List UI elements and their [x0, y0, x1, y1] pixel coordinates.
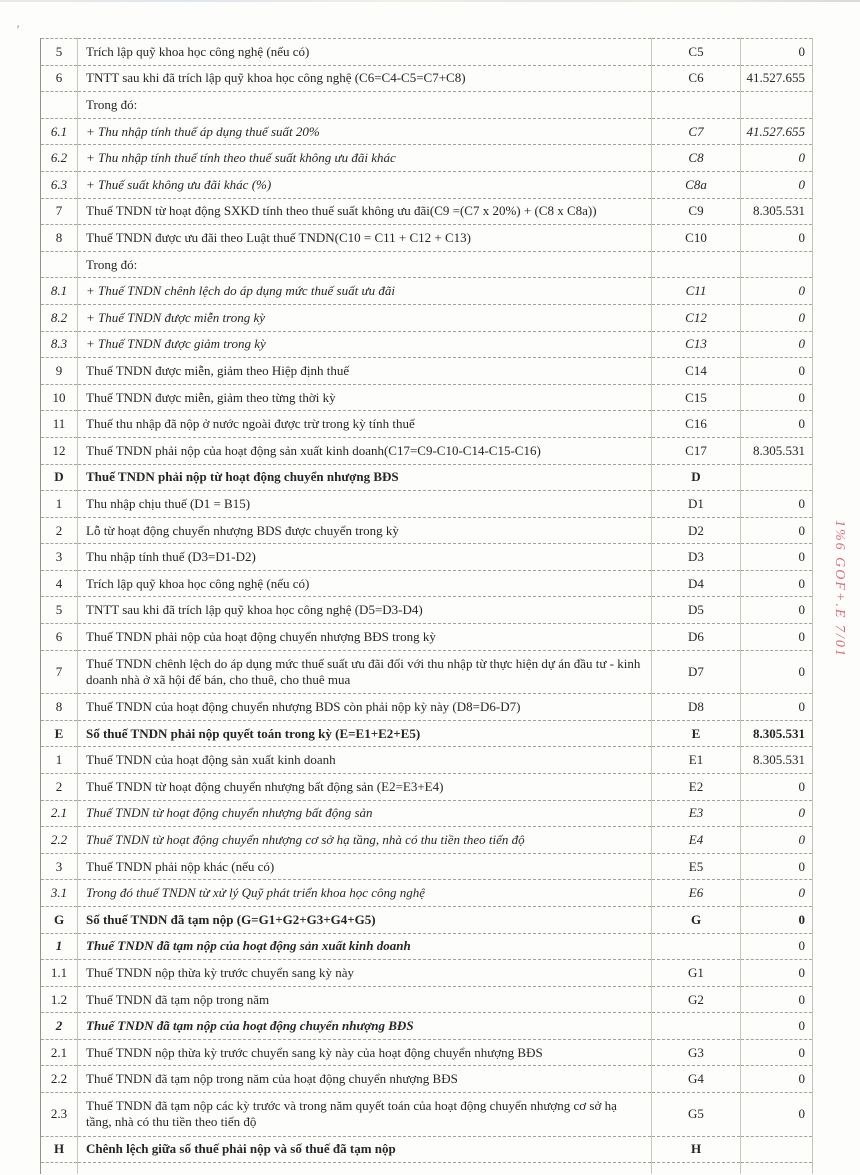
row-description: Thuế TNDN từ hoạt động chuyển nhượng bất động sản (E2=E3+E4) — [78, 773, 652, 800]
row-number: 11 — [41, 411, 78, 438]
partial-cell — [741, 1163, 813, 1174]
row-code: D5 — [652, 597, 741, 624]
row-description: Thu nhập chịu thuế (D1 = B15) — [78, 491, 652, 518]
row-description: Thuế TNDN được miễn, giảm theo từng thời kỳ — [78, 384, 652, 411]
row-value: 41.527.655 — [746, 123, 805, 139]
table-row — [41, 800, 813, 827]
row-code: C16 — [652, 411, 741, 438]
row-number: 6.2 — [41, 145, 78, 172]
row-number: 1.1 — [41, 960, 78, 987]
table-row — [41, 171, 813, 198]
row-value: 0 — [798, 522, 805, 538]
row-value: 0 — [798, 778, 805, 794]
row-number: 5 — [41, 597, 78, 624]
table-row — [41, 65, 813, 92]
row-value: 0 — [798, 336, 805, 352]
row-code: G1 — [652, 960, 741, 987]
table-row — [41, 773, 813, 800]
partial-cell — [652, 1163, 741, 1174]
scan-edge-artifact — [0, 0, 860, 2]
row-number: 12 — [41, 437, 78, 464]
row-number: 3 — [41, 853, 78, 880]
row-value: 0 — [798, 1018, 805, 1034]
table-row — [41, 597, 813, 624]
table-row — [41, 384, 813, 411]
row-description: Thuế TNDN phải nộp của hoạt động sản xuất kinh doanh(C17=C9-C10-C14-C15-C16) — [78, 437, 652, 464]
row-description: Thuế TNDN từ hoạt động chuyển nhượng bất động sản — [78, 800, 652, 827]
row-code: E — [652, 720, 741, 747]
row-number: 3 — [41, 544, 78, 571]
row-description: Trong đó: — [78, 92, 652, 119]
row-code — [652, 251, 741, 278]
row-code: C9 — [652, 198, 741, 225]
row-value: 0 — [798, 150, 805, 166]
table-row — [41, 960, 813, 987]
row-code: C10 — [652, 225, 741, 252]
table-row — [41, 1093, 813, 1137]
row-number: 7 — [41, 198, 78, 225]
table-row — [41, 437, 813, 464]
row-description: + Thuế TNDN chênh lệch do áp dụng mức thuế suất ưu đãi — [78, 278, 652, 305]
row-value: 0 — [798, 362, 805, 378]
row-number: 6.1 — [41, 118, 78, 145]
row-value: 0 — [798, 699, 805, 715]
row-description: Thuế TNDN chênh lệch do áp dụng mức thuế suất ưu đãi đối với thu nhập từ thực hiện dự án đầu tư - kinh doanh nhà ở xã hội để bán, cho thuê, cho thuê mua — [78, 650, 652, 694]
table-row — [41, 358, 813, 385]
row-description: Trích lập quỹ khoa học công nghệ (nếu có) — [78, 39, 652, 66]
row-number: 2.3 — [41, 1093, 78, 1137]
row-number: 8.3 — [41, 331, 78, 358]
table-row — [41, 225, 813, 252]
row-value: 0 — [798, 663, 805, 679]
row-number: 2.1 — [41, 1039, 78, 1066]
row-description: + Thuế TNDN được miễn trong kỳ — [78, 304, 652, 331]
row-description: Thuế TNDN đã tạm nộp trong năm — [78, 986, 652, 1013]
row-value: 0 — [798, 964, 805, 980]
table-body — [41, 39, 813, 1163]
row-value: 0 — [798, 1071, 805, 1087]
row-code: D — [652, 464, 741, 491]
row-code: D7 — [652, 650, 741, 694]
row-value: 0 — [798, 495, 805, 511]
row-value: 0 — [798, 416, 805, 432]
row-value: 8.305.531 — [753, 725, 805, 741]
row-number: 10 — [41, 384, 78, 411]
row-value: 0 — [798, 1044, 805, 1060]
row-description: Chênh lệch giữa số thuế phải nộp và số thuế đã tạm nộp — [78, 1136, 652, 1163]
row-description: Thuế thu nhập đã nộp ở nước ngoài được trừ trong kỳ tính thuế — [78, 411, 652, 438]
table-row — [41, 411, 813, 438]
partial-row — [41, 1163, 813, 1174]
table-row — [41, 544, 813, 571]
row-code: G2 — [652, 986, 741, 1013]
table-row — [41, 747, 813, 774]
table-row — [41, 278, 813, 305]
table-row — [41, 331, 813, 358]
row-number: 6 — [41, 65, 78, 92]
row-code: D6 — [652, 624, 741, 651]
row-code: C11 — [652, 278, 741, 305]
tax-declaration-table — [40, 38, 813, 1174]
table-row — [41, 933, 813, 960]
row-value: 0 — [798, 283, 805, 299]
row-description: Thuế TNDN đã tạm nộp của hoạt động sản xuất kinh doanh — [78, 933, 652, 960]
row-number: 1.2 — [41, 986, 78, 1013]
table-row — [41, 304, 813, 331]
row-number: 6.3 — [41, 171, 78, 198]
table-row — [41, 491, 813, 518]
row-code: G5 — [652, 1093, 741, 1137]
row-number: 7 — [41, 650, 78, 694]
row-code: C6 — [652, 65, 741, 92]
row-description: + Thu nhập tính thuế áp dụng thuế suất 20% — [78, 118, 652, 145]
row-description: Số thuế TNDN phải nộp quyết toán trong kỳ (E=E1+E2+E5) — [78, 720, 652, 747]
next-row-partial — [41, 1163, 813, 1174]
row-value: 0 — [798, 309, 805, 325]
table-row — [41, 694, 813, 721]
row-number: D — [41, 464, 78, 491]
row-number: 1 — [41, 933, 78, 960]
table-row — [41, 880, 813, 907]
row-number: E — [41, 720, 78, 747]
table-row — [41, 986, 813, 1013]
row-code: H — [652, 1136, 741, 1163]
row-code: G3 — [652, 1039, 741, 1066]
row-number — [41, 92, 78, 119]
row-number: 2.2 — [41, 1066, 78, 1093]
row-number: 1 — [41, 747, 78, 774]
row-description: Thuế TNDN từ hoạt động chuyển nhượng cơ sở hạ tầng, nhà có thu tiền theo tiến độ — [78, 827, 652, 854]
row-code: D8 — [652, 694, 741, 721]
row-description: Trích lập quỹ khoa học công nghệ (nếu có) — [78, 570, 652, 597]
row-number — [41, 251, 78, 278]
row-description: Thuế TNDN được ưu đãi theo Luật thuế TNDN(C10 = C11 + C12 + C13) — [78, 225, 652, 252]
row-code: C13 — [652, 331, 741, 358]
table-row — [41, 827, 813, 854]
row-code: C14 — [652, 358, 741, 385]
row-description: TNTT sau khi đã trích lập quỹ khoa học công nghệ (D5=D3-D4) — [78, 597, 652, 624]
row-code: E3 — [652, 800, 741, 827]
table-row — [41, 570, 813, 597]
row-code: D2 — [652, 517, 741, 544]
row-number: 8.2 — [41, 304, 78, 331]
row-code: C8a — [652, 171, 741, 198]
row-value — [741, 251, 813, 278]
row-number: 8 — [41, 694, 78, 721]
row-number: 4 — [41, 570, 78, 597]
row-code: D3 — [652, 544, 741, 571]
table-row — [41, 1136, 813, 1163]
row-number: H — [41, 1136, 78, 1163]
row-description: Thuế TNDN của hoạt động chuyển nhượng BDS còn phải nộp kỳ này (D8=D6-D7) — [78, 694, 652, 721]
partial-cell — [41, 1163, 78, 1174]
table-row — [41, 650, 813, 694]
row-code: C12 — [652, 304, 741, 331]
row-number: 1 — [41, 491, 78, 518]
row-value: 0 — [798, 1106, 805, 1122]
row-number: 6 — [41, 624, 78, 651]
row-number: 5 — [41, 39, 78, 66]
table-row — [41, 145, 813, 172]
row-value: 0 — [798, 938, 805, 954]
row-code — [652, 933, 741, 960]
table-row — [41, 251, 813, 278]
row-description: Trong đó: — [78, 251, 652, 278]
scan-speck-mark: ' — [16, 22, 19, 37]
row-value — [741, 1136, 813, 1163]
row-number: 2.2 — [41, 827, 78, 854]
row-description: Thuế TNDN nộp thừa kỳ trước chuyển sang kỳ này — [78, 960, 652, 987]
table-row — [41, 1066, 813, 1093]
row-value — [741, 464, 813, 491]
row-description: Thuế TNDN đã tạm nộp trong năm của hoạt động chuyển nhượng BĐS — [78, 1066, 652, 1093]
row-number: 8 — [41, 225, 78, 252]
row-number: 2 — [41, 773, 78, 800]
row-code: C15 — [652, 384, 741, 411]
table-row — [41, 198, 813, 225]
row-code: D4 — [652, 570, 741, 597]
row-description: Số thuế TNDN đã tạm nộp (G=G1+G2+G3+G4+G5) — [78, 906, 652, 933]
row-number: 8.1 — [41, 278, 78, 305]
row-value: 0 — [798, 549, 805, 565]
row-value: 0 — [798, 575, 805, 591]
row-description: + Thuế suất không ưu đãi khác (%) — [78, 171, 652, 198]
row-value: 0 — [798, 911, 805, 927]
table-row — [41, 906, 813, 933]
row-value: 0 — [798, 389, 805, 405]
row-description: Thuế TNDN của hoạt động sản xuất kinh doanh — [78, 747, 652, 774]
row-value: 0 — [798, 885, 805, 901]
row-description: + Thu nhập tính thuế tính theo thuế suất không ưu đãi khác — [78, 145, 652, 172]
row-value: 0 — [798, 831, 805, 847]
row-code: G — [652, 906, 741, 933]
table-row — [41, 92, 813, 119]
row-code: G4 — [652, 1066, 741, 1093]
row-number: 2.1 — [41, 800, 78, 827]
partial-cell — [78, 1163, 652, 1174]
row-number: 2 — [41, 1013, 78, 1040]
table-row — [41, 624, 813, 651]
row-description: Thuế TNDN phải nộp từ hoạt động chuyển nhượng BĐS — [78, 464, 652, 491]
row-description: Thuế TNDN phải nộp của hoạt động chuyển nhượng BĐS trong kỳ — [78, 624, 652, 651]
row-value — [741, 92, 813, 119]
row-code: E5 — [652, 853, 741, 880]
row-code: E6 — [652, 880, 741, 907]
table-row — [41, 118, 813, 145]
row-description: Thuế TNDN phải nộp khác (nếu có) — [78, 853, 652, 880]
row-value: 0 — [798, 43, 805, 59]
row-value: 8.305.531 — [753, 752, 805, 768]
row-value: 41.527.655 — [746, 70, 805, 86]
row-code: E2 — [652, 773, 741, 800]
table-row — [41, 853, 813, 880]
row-code: E4 — [652, 827, 741, 854]
row-code: C17 — [652, 437, 741, 464]
row-number: G — [41, 906, 78, 933]
row-number: 2 — [41, 517, 78, 544]
table-row — [41, 1039, 813, 1066]
table-row — [41, 464, 813, 491]
table-row — [41, 517, 813, 544]
row-value: 8.305.531 — [753, 203, 805, 219]
table-row — [41, 39, 813, 66]
row-code: C8 — [652, 145, 741, 172]
row-code — [652, 1013, 741, 1040]
row-value: 0 — [798, 858, 805, 874]
row-description: Thuế TNDN đã tạm nộp của hoạt động chuyển nhượng BĐS — [78, 1013, 652, 1040]
row-number: 9 — [41, 358, 78, 385]
row-code: C5 — [652, 39, 741, 66]
table-row — [41, 720, 813, 747]
row-value: 0 — [798, 176, 805, 192]
row-code — [652, 92, 741, 119]
row-description: Thuế TNDN từ hoạt động SXKD tính theo thuế suất không ưu đãi(C9 =(C7 x 20%) + (C8 x C8a)) — [78, 198, 652, 225]
row-code: C7 — [652, 118, 741, 145]
row-value: 0 — [798, 628, 805, 644]
row-description: Trong đó thuế TNDN từ xử lý Quỹ phát triển khoa học công nghệ — [78, 880, 652, 907]
row-description: + Thuế TNDN được giảm trong kỳ — [78, 331, 652, 358]
table-row — [41, 1013, 813, 1040]
row-description: TNTT sau khi đã trích lập quỹ khoa học công nghệ (C6=C4-C5=C7+C8) — [78, 65, 652, 92]
row-description: Thuế TNDN nộp thừa kỳ trước chuyển sang kỳ này của hoạt động chuyển nhượng BĐS — [78, 1039, 652, 1066]
row-value: 0 — [798, 805, 805, 821]
row-value: 0 — [798, 602, 805, 618]
row-code: D1 — [652, 491, 741, 518]
row-description: Thu nhập tính thuế (D3=D1-D2) — [78, 544, 652, 571]
row-value: 8.305.531 — [753, 442, 805, 458]
row-value: 0 — [798, 230, 805, 246]
row-number: 3.1 — [41, 880, 78, 907]
row-code: E1 — [652, 747, 741, 774]
row-description: Lỗ từ hoạt động chuyển nhượng BDS được chuyển trong kỳ — [78, 517, 652, 544]
row-description: Thuế TNDN đã tạm nộp các kỳ trước và trong năm quyết toán của hoạt động chuyển nhượng cơ sở hạ tầng, nhà có thu tiền theo tiến độ — [78, 1093, 652, 1137]
row-value: 0 — [798, 991, 805, 1007]
handwritten-margin-note: 1%6 GOF+.E 7/01 — [832, 520, 847, 658]
row-description: Thuế TNDN được miễn, giảm theo Hiệp định thuế — [78, 358, 652, 385]
